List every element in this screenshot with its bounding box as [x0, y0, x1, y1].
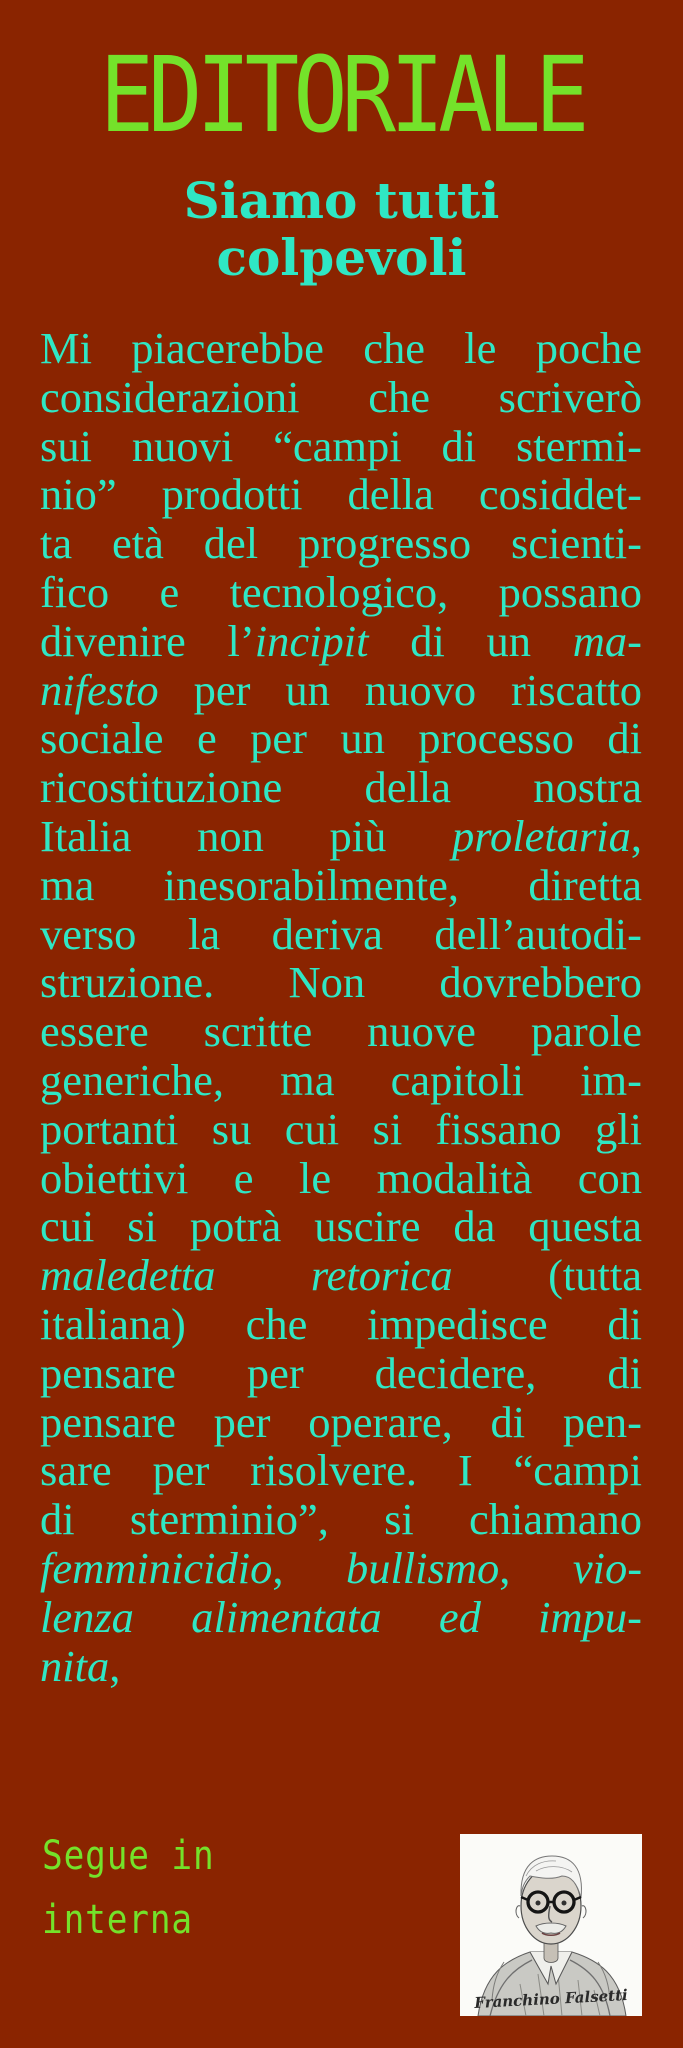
body-line-italic-text: vio- — [572, 1542, 643, 1593]
body-line — [40, 1300, 642, 1349]
body-line — [40, 1251, 642, 1300]
body-line — [40, 1544, 642, 1593]
body-line-text: sociale e per un processo di — [40, 713, 642, 764]
author-portrait — [460, 1834, 642, 2016]
body-line-italic-text: femminicidio — [40, 1542, 273, 1593]
body-line-text: di sterminio”, si chiamano — [40, 1494, 642, 1545]
body-line — [40, 1007, 642, 1056]
body-line-text: , — [630, 810, 642, 861]
body-line-text: per un nuovo riscatto — [158, 664, 642, 715]
body-line — [40, 763, 642, 812]
body-line-text: pensare per operare, di pen- — [40, 1396, 642, 1447]
body-line — [40, 1495, 642, 1544]
body-line — [40, 1154, 642, 1203]
article-body — [40, 324, 642, 1690]
body-line — [40, 1398, 642, 1447]
body-line-text: Italia non più — [40, 810, 453, 861]
article-headline[interactable] — [0, 172, 683, 286]
continued-line-2: interna — [42, 1897, 193, 1943]
body-line-text: divenire l’ — [40, 615, 255, 666]
body-line — [40, 1349, 642, 1398]
headline-line-2: colpevoli — [216, 228, 467, 287]
body-line — [40, 861, 642, 910]
body-line-text: verso la deriva dell’autodi- — [40, 908, 642, 959]
body-line-text: generiche, ma capitoli im- — [40, 1054, 642, 1105]
body-line-italic-text: nita — [40, 1640, 110, 1691]
body-line — [40, 519, 642, 568]
body-line-italic-text: incipit — [254, 615, 369, 666]
body-line — [40, 1202, 642, 1251]
body-line-italic-text: proletaria — [452, 810, 631, 861]
body-line — [40, 1642, 642, 1691]
body-line-text: italiana) che impedisce di — [40, 1298, 642, 1349]
body-line — [40, 324, 642, 373]
body-line-text: , — [499, 1542, 573, 1593]
body-line-text: ricostituzione della nostra — [40, 762, 642, 813]
body-line-text: nio” prodotti della cosiddet- — [40, 469, 642, 520]
body-line-text: fico e tecnologico, possano — [40, 566, 642, 617]
body-line-text: sui nuovi “campi di stermi- — [40, 420, 642, 471]
body-line — [40, 422, 642, 471]
body-line — [40, 812, 642, 861]
body-line-italic-text: maledetta retorica — [40, 1250, 453, 1301]
body-line-text: , — [272, 1542, 346, 1593]
body-line — [40, 617, 642, 666]
body-line-italic-text: lenza alimentata ed impu- — [40, 1591, 642, 1642]
body-line — [40, 373, 642, 422]
body-line-text: essere scritte nuove parole — [40, 1006, 642, 1057]
body-line — [40, 470, 642, 519]
body-line — [40, 958, 642, 1007]
body-line — [40, 1056, 642, 1105]
body-line-text: cui si potrà uscire da questa — [40, 1201, 642, 1252]
author-signature: Franchino Falsetti — [473, 1985, 629, 2013]
body-line-italic-text: ma- — [572, 615, 643, 666]
body-line-text: ma inesorabilmente, diretta — [40, 859, 642, 910]
body-line-text: struzione. Non dovrebbero — [40, 957, 642, 1008]
body-line-text: considerazioni che scriverò — [40, 371, 642, 422]
body-line-text: obiettivi e le modalità con — [40, 1152, 642, 1203]
body-line-text: di un — [368, 615, 573, 666]
body-line — [40, 1105, 642, 1154]
body-line — [40, 910, 642, 959]
body-line-text: ta età del progresso scienti- — [40, 518, 642, 569]
body-line-text: sare per risolvere. I “campi — [40, 1445, 642, 1496]
body-line — [40, 1446, 642, 1495]
body-line-text: , — [109, 1640, 121, 1691]
body-line — [40, 1593, 642, 1642]
body-line — [40, 666, 642, 715]
body-line-text: portanti su cui si fissano gli — [40, 1103, 642, 1154]
body-line-italic-text: nifesto — [40, 664, 159, 715]
body-line-text: pensare per decidere, di — [40, 1347, 642, 1398]
body-line — [40, 714, 642, 763]
headline-line-1: Siamo tutti — [183, 171, 500, 230]
continued-inside-link[interactable] — [42, 1824, 215, 1952]
section-title: EDITORIALE — [99, 34, 584, 156]
continued-line-1: Segue in — [42, 1833, 215, 1879]
body-line — [40, 568, 642, 617]
body-line-text: Mi piacerebbe che le poche — [40, 323, 642, 373]
body-line-text: (tutta — [452, 1250, 642, 1301]
body-line-italic-text: bullismo — [345, 1542, 500, 1593]
